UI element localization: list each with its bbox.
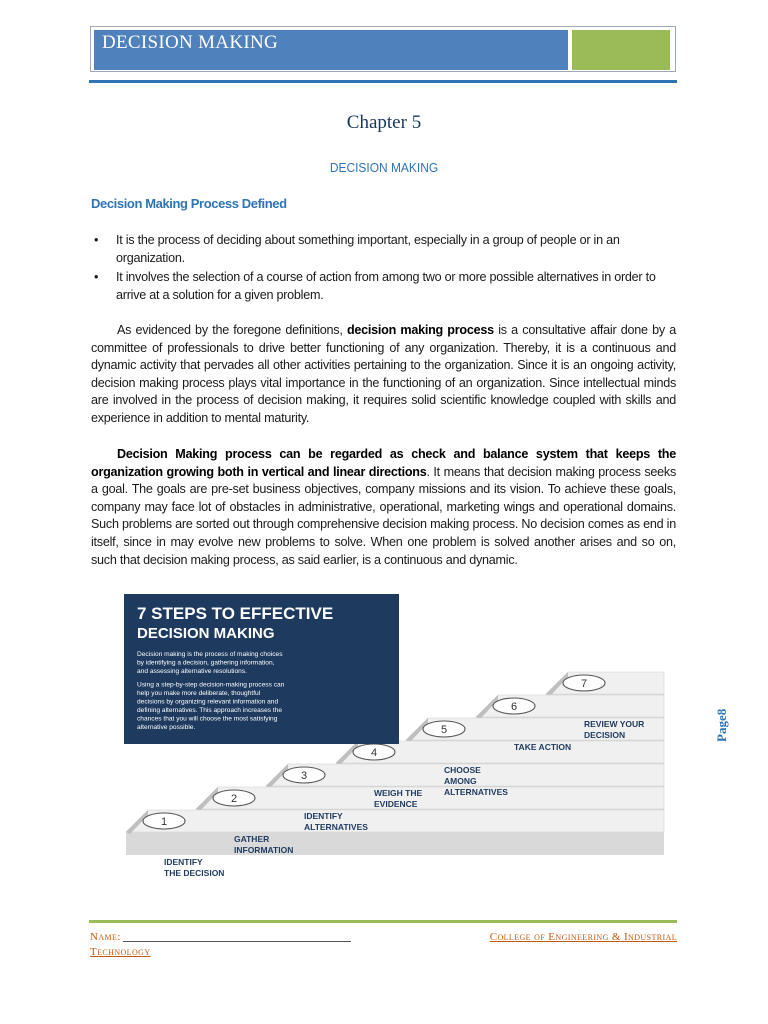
figure-description-line: Using a step-by-step decision-making process can <box>137 681 285 689</box>
bullet-icon: • <box>94 270 99 284</box>
step-label: EVIDENCE <box>374 799 418 809</box>
paragraph-1 <box>91 322 676 428</box>
list-item-text: It is the process of deciding about something important, especially in a group of people or in an organization. <box>116 233 620 265</box>
step-number: 2 <box>230 793 238 805</box>
seven-steps-figure <box>124 594 664 878</box>
step-label: CHOOSE <box>444 765 481 775</box>
footer-name-label: Name: <box>90 931 121 943</box>
header-green-band <box>572 30 670 70</box>
step-label: TAKE ACTION <box>514 742 572 752</box>
footer-college-continued: Technology <box>90 946 151 958</box>
paragraph-1-bold: decision making process <box>346 323 494 337</box>
step-label: IDENTIFY <box>164 857 203 867</box>
step-label: THE DECISION <box>164 868 225 878</box>
step-label: WEIGH THE <box>374 788 423 798</box>
figure-description-line: help you make more deliberate, thoughtful <box>137 690 261 697</box>
step-label: ALTERNATIVES <box>304 822 368 832</box>
step-number: 6 <box>510 701 518 713</box>
header-blue-band <box>94 30 568 70</box>
step-label: REVIEW YOUR <box>584 719 645 729</box>
bullet-icon: • <box>94 233 99 247</box>
figure-title-line-1: 7 STEPS TO EFFECTIVE <box>137 604 334 623</box>
step-label: GATHER <box>234 834 270 844</box>
step-number: 4 <box>370 747 378 759</box>
step-number: 1 <box>160 816 168 828</box>
figure-description-line: defining alternatives. This approach increases the <box>137 707 283 714</box>
figure-description-line: and assessing alternative resolutions. <box>137 668 247 675</box>
step-label: AMONG <box>444 776 477 786</box>
step-number: 5 <box>440 724 448 736</box>
figure-description-line: Decision making is the process of making choices <box>137 651 283 658</box>
figure-description-line: chances that you will choose the most satisfying <box>137 715 278 723</box>
header-rule <box>89 80 677 83</box>
list-item <box>94 269 684 304</box>
paragraph-1-rest: is a consultative affair done by a committee of professionals to drive better functioning of any organization. Thereby, it is a continuous and dynamic activity that pervades all other activities pertaining to the organization. Since it is an ongoing activity, decision making process plays vital importance in the functioning of an organization. Since intellectual minds are involved in the process of decision making, it requires solid scientific knowledge coupled with skills and experience in addition to mental maturity. <box>91 323 677 425</box>
step-number: 3 <box>300 770 308 782</box>
page-number <box>702 700 742 744</box>
step-number: 7 <box>580 678 588 690</box>
list-item-text: It involves the selection of a course of action from among two or more possible alternatives in order to arrive at a solution for a given problem. <box>116 270 656 302</box>
figure-title-line-2: DECISION MAKING <box>137 625 275 642</box>
footer-name-field <box>90 931 351 943</box>
paragraph-2 <box>91 446 676 569</box>
step-label: DECISION <box>584 730 626 740</box>
chapter-title: Chapter 5 <box>346 112 422 133</box>
step-front <box>126 832 664 855</box>
header-box <box>90 26 676 72</box>
footer-rule <box>89 920 677 923</box>
footer-name-line <box>123 941 351 942</box>
step-top <box>126 810 664 832</box>
step-label: INFORMATION <box>234 845 294 855</box>
step-label: ALTERNATIVES <box>444 787 508 797</box>
step-top <box>196 787 664 809</box>
page-number-text: Page8 <box>714 708 729 742</box>
list-item <box>94 232 684 267</box>
paragraph-1-lead: As evidenced by the foregone definitions, <box>117 323 347 337</box>
figure-description-line: by identifying a decision, gathering information, <box>137 659 275 667</box>
figure-description-line: alternative possible. <box>137 724 196 731</box>
section-heading: Decision Making Process Defined <box>91 196 287 211</box>
paragraph-2-rest: . It means that decision making process seeks a goal. The goals are pre-set business objectives, company missions and its vision. To achieve these goals, company may face lot of obstacles in administrative, operational, marketing wings and operational domains. Such problems are sorted out through comprehensive decision making process. No decision comes as end in itself, since in may evolve new problems to solve. When one problem is solved another arises and so on, such that decision making process, as said earlier, is a continuous and dynamic. <box>91 464 676 567</box>
paragraph-2-bold: Decision Making process can be regarded as check and balance system that keeps the organization growing both in vertical and linear directions <box>91 447 676 479</box>
header-title: DECISION MAKING <box>102 32 279 53</box>
footer-college: College of Engineering & Industrial <box>489 931 677 943</box>
chapter-subtitle: DECISION MAKING <box>329 160 439 175</box>
figure-description-line: decisions by organizing relevant information and <box>137 698 279 706</box>
definition-list <box>94 232 684 306</box>
step-label: IDENTIFY <box>304 811 343 821</box>
